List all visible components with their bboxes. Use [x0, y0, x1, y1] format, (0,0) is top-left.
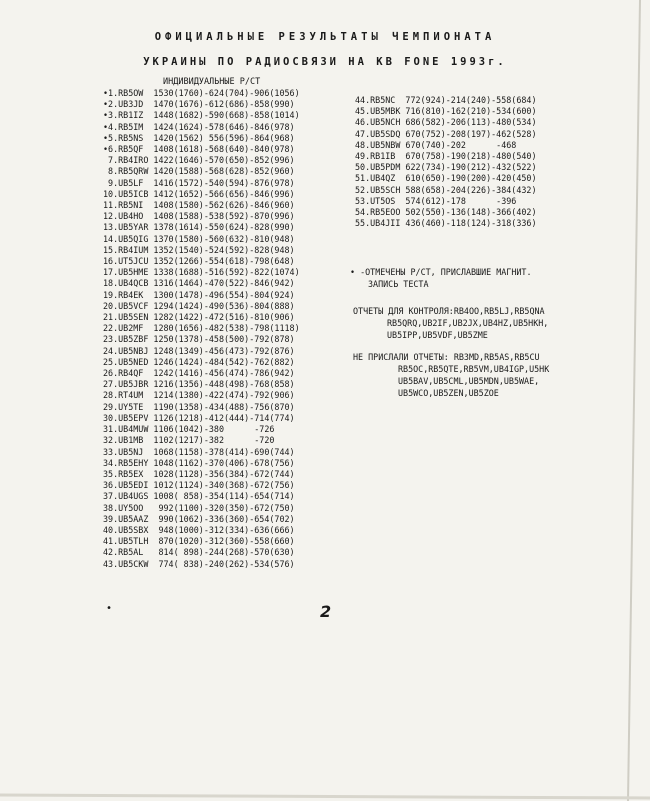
result-row: 32.UB1MB 1102(1217)-382 -720	[103, 435, 275, 446]
control-reports-line2: RB5QRQ,UB2IF,UB2JX,UB4HZ,UB5HKH,	[387, 318, 549, 328]
result-row: 40.UB5SBX 948(1000)-312(334)-636(666)	[103, 524, 295, 535]
result-row: 21.UB5SEN 1282(1422)-472(516)-810(906)	[103, 312, 295, 323]
result-row: 13.UB5YAR 1378(1614)-550(624)-828(990)	[103, 222, 295, 233]
result-row: 12.UB4HO 1408(1588)-538(592)-870(996)	[103, 211, 295, 222]
result-row: 14.UB5QIG 1370(1580)-560(632)-810(948)	[103, 233, 295, 244]
bullet-mark: •	[106, 603, 113, 614]
result-row: 37.UB4UGS 1008( 858)-354(114)-654(714)	[103, 491, 295, 502]
result-row: 39.UB5AAZ 990(1062)-336(360)-654(702)	[103, 513, 295, 524]
result-row: •2.UB3JD 1470(1676)-612(686)-858(990)	[103, 99, 295, 110]
result-row: 50.UB5PDM 622(734)-190(212)-432(522)	[355, 162, 537, 173]
control-reports-line1: ОТЧЕТЫ ДЛЯ КОНТРОЛЯ:RB4OO,RB5LJ,RB5QNA	[353, 306, 545, 316]
result-row: 35.RB5EX 1028(1128)-356(384)-672(744)	[103, 468, 295, 479]
result-row: 19.RB4EK 1300(1478)-496(554)-804(924)	[103, 289, 295, 300]
result-row: 51.UB4QZ 610(650)-190(200)-420(450)	[355, 173, 537, 184]
result-row: •5.RB5NS 1420(1562) 556(596)-864(968)	[103, 132, 295, 143]
result-row: 10.UB5ICB 1412(1652)-566(656)-846(996)	[103, 188, 295, 199]
result-row: 15.RB4IUM 1352(1540)-524(592)-828(948)	[103, 244, 295, 255]
result-row: •1.RB5OW 1530(1760)-624(704)-906(1056)	[103, 88, 300, 98]
result-row: 29.UY5TE 1190(1358)-434(488)-756(870)	[103, 401, 295, 412]
result-row: 33.UB5NJ 1068(1158)-378(414)-690(744)	[103, 446, 295, 457]
document-title-line1: ОФИЦИАЛЬНЫЕ РЕЗУЛЬТАТЫ ЧЕМПИОНАТА	[154, 31, 496, 43]
missing-reports	[353, 351, 549, 399]
missing-reports-line4: UB5WCO,UB5ZEN,UB5ZOE	[398, 388, 499, 398]
result-row: 24.UB5NBJ 1248(1349)-456(473)-792(876)	[103, 345, 295, 356]
result-row: •3.RB1IZ 1448(1682)-590(668)-858(1014)	[103, 110, 300, 121]
result-row: 43.UB5CKW 774( 838)-240(262)-534(576)	[103, 558, 295, 569]
result-row: 49.RB1IB 670(758)-190(218)-480(540)	[355, 151, 537, 162]
result-row: 26.RB4QF 1242(1416)-456(474)-786(942)	[103, 368, 295, 379]
result-row: 34.RB5EHY 1048(1162)-370(406)-678(756)	[103, 457, 295, 468]
result-row: 25.UB5NED 1246(1424)-484(542)-762(882)	[103, 356, 295, 367]
page-number: 2	[320, 602, 332, 621]
result-row: 7.RB4IRO 1422(1646)-570(650)-852(996)	[103, 155, 295, 166]
section-heading: ИНДИВИДУАЛЬНЫЕ Р/СТ	[163, 77, 261, 87]
document-title-line2: УКРАИНЫ ПО РАДИОСВЯЗИ НА КВ FONE 1993г.	[143, 56, 507, 68]
result-row: 45.UB5MBK 716(810)-162(210)-534(600)	[355, 106, 537, 117]
control-reports-line3: UB5IPP,UB5VDF,UB5ZME	[387, 330, 488, 340]
result-row: 28.RT4UM 1214(1380)-422(474)-792(906)	[103, 390, 295, 401]
marker-note	[350, 266, 532, 290]
result-row: 52.UB5SCH 588(658)-204(226)-384(432)	[355, 184, 537, 195]
result-row: 44.RB5NC 772(924)-214(240)-558(684)	[355, 95, 537, 105]
result-row: 31.UB4MUW 1106(1042)-380 -726	[103, 424, 275, 435]
results-list-right	[355, 95, 537, 229]
result-row: 11.RB5NI 1408(1580)-562(626)-846(960)	[103, 200, 295, 211]
result-row: 54.RB5EOO 502(550)-136(148)-366(402)	[355, 207, 537, 218]
result-row: 9.UB5LF 1416(1572)-540(594)-876(978)	[103, 177, 295, 188]
result-row: 46.UB5NCH 686(582)-206(113)-480(534)	[355, 117, 537, 128]
result-row: 47.UB5SDQ 670(752)-208(197)-462(528)	[355, 128, 537, 139]
result-row: 55.UB4JII 436(460)-118(124)-318(336)	[355, 218, 537, 229]
result-row: 48.UB5NBW 670(740)-202 -468	[355, 139, 517, 150]
result-row: 30.UB5EPV 1126(1218)-412(444)-714(774)	[103, 412, 295, 423]
missing-reports-line3: UB5BAV,UB5CML,UB5MDN,UB5WAE,	[398, 376, 540, 386]
result-row: •4.RB5IM 1424(1624)-578(646)-846(978)	[103, 121, 295, 132]
result-row: 17.UB5HME 1338(1688)-516(592)-822(1074)	[103, 267, 300, 278]
results-list-left	[103, 88, 300, 570]
missing-reports-line1: НЕ ПРИСЛАЛИ ОТЧЕТЫ: RB3MD,RB5AS,RB5CU	[353, 352, 540, 362]
result-row: 8.RB5QRW 1420(1588)-568(628)-852(960)	[103, 166, 295, 177]
result-row: 22.UB2MF 1280(1656)-482(538)-798(1118)	[103, 323, 300, 334]
result-row: 53.UT5OS 574(612)-178 -396	[355, 195, 517, 206]
result-row: 20.UB5VCF 1294(1424)-490(536)-804(888)	[103, 300, 295, 311]
result-row: 16.UT5JCU 1352(1266)-554(618)-798(648)	[103, 256, 295, 267]
result-row: 42.RB5AL 814( 898)-244(268)-570(630)	[103, 547, 295, 558]
result-row: 41.UB5TLH 870(1020)-312(360)-558(660)	[103, 536, 295, 547]
result-row: 18.UB4QCB 1316(1464)-470(522)-846(942)	[103, 278, 295, 289]
result-row: 36.UB5EDI 1012(1124)-340(368)-672(756)	[103, 480, 295, 491]
control-reports	[353, 305, 548, 341]
result-row: 38.UY5OO 992(1100)-320(350)-672(750)	[103, 502, 295, 513]
marker-note-line2: ЗАПИСЬ ТЕСТА	[368, 279, 429, 289]
result-row: 23.UB5ZBF 1250(1378)-458(500)-792(878)	[103, 334, 295, 345]
marker-note-line1: • -ОТМЕЧЕНЫ Р/СТ, ПРИСЛАВШИЕ МАГНИТ.	[350, 267, 532, 277]
missing-reports-line2: RB5OC,RB5QTE,RB5VM,UB4IGP,U5HK	[398, 364, 550, 374]
result-row: •6.RB5QF 1408(1618)-568(640)-840(978)	[103, 144, 295, 155]
result-row: 27.UB5JBR 1216(1356)-448(498)-768(858)	[103, 379, 295, 390]
